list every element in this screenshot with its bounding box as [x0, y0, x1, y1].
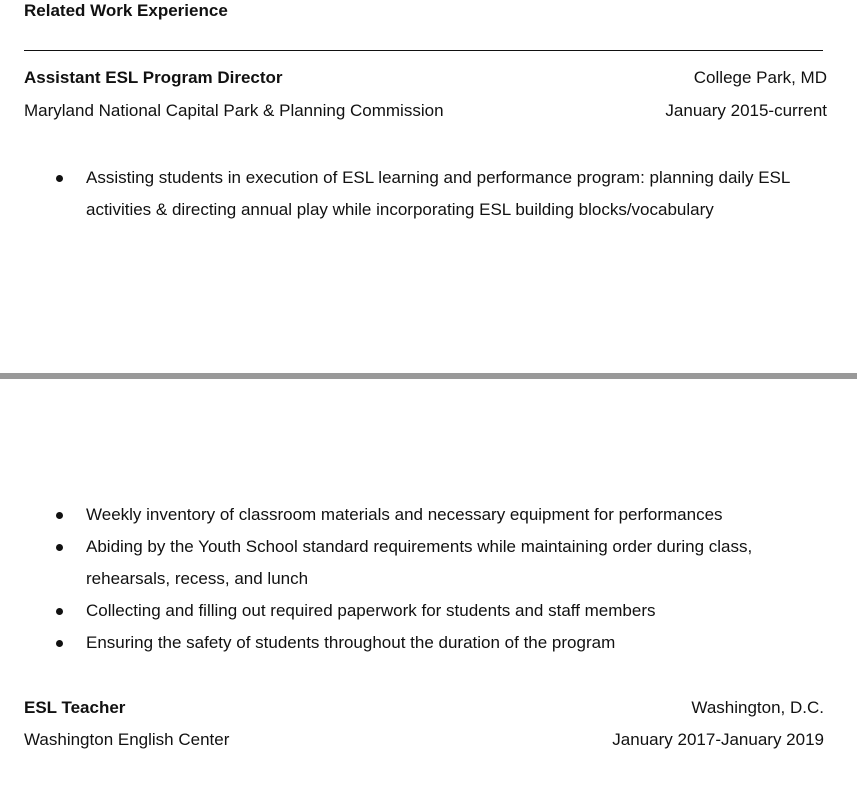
bullet-icon: [56, 640, 63, 647]
page-break: [0, 373, 857, 379]
job-location: Washington, D.C.: [691, 698, 824, 717]
bullet-icon: [56, 544, 63, 551]
job-title: Assistant ESL Program Director: [24, 68, 283, 87]
job-organization: Maryland National Capital Park & Planning Commission: [24, 101, 444, 120]
list-item: [0, 595, 806, 627]
bullet-text: Weekly inventory of classroom materials and necessary equipment for performances: [86, 505, 723, 524]
job-dates: January 2017-January 2019: [612, 730, 824, 749]
list-item: [0, 627, 806, 659]
job-title: ESL Teacher: [24, 698, 126, 717]
job-bullet-list: [0, 162, 806, 226]
job-organization: Washington English Center: [24, 730, 230, 749]
list-item: [0, 499, 806, 531]
job-location: College Park, MD: [693, 68, 827, 87]
bullet-icon: [56, 175, 63, 182]
list-item: [0, 531, 806, 595]
job-dates: January 2015-current: [665, 101, 827, 120]
section-divider: [24, 50, 823, 51]
bullet-icon: [56, 512, 63, 519]
job-bullet-list-continued: [0, 499, 806, 659]
bullet-icon: [56, 608, 63, 615]
bullet-text: Collecting and filling out required paperwork for students and staff members: [86, 601, 656, 620]
bullet-text: Assisting students in execution of ESL learning and performance program: planning daily ESL activities & directing annual play while incorporating ESL building blocks/vocabulary: [86, 168, 790, 219]
bullet-text: Abiding by the Youth School standard requirements while maintaining order during class, rehearsals, recess, and lunch: [86, 537, 753, 588]
bullet-text: Ensuring the safety of students throughout the duration of the program: [86, 633, 616, 652]
list-item: [0, 162, 806, 226]
section-title: Related Work Experience: [24, 1, 228, 20]
